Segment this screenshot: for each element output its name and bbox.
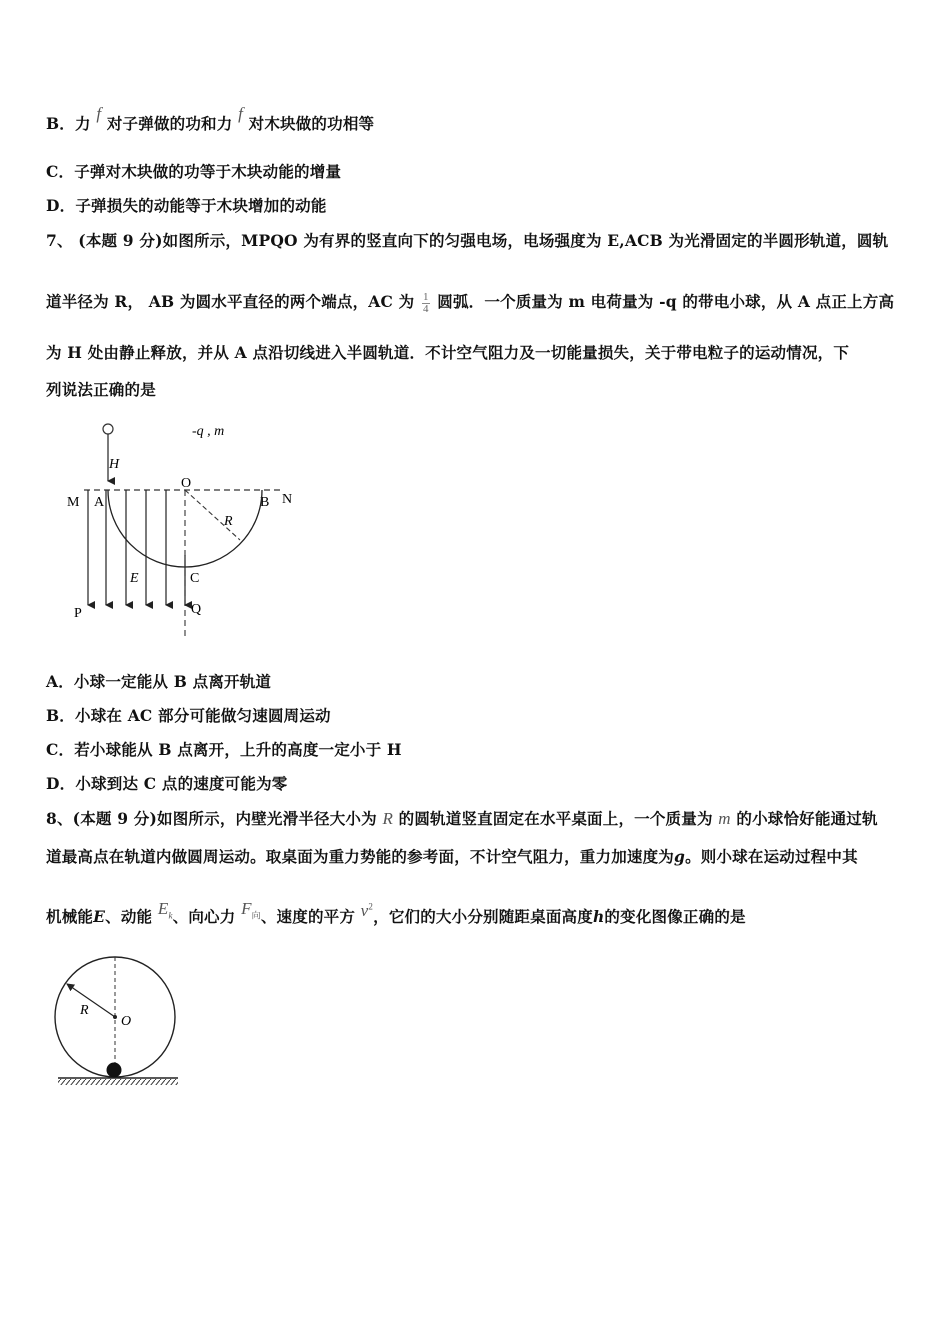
- symbol-v2: [361, 901, 373, 920]
- label-r: R: [224, 514, 233, 529]
- fraction-denominator: 4: [422, 302, 429, 315]
- symbol-g: g: [674, 847, 686, 866]
- q8-line3b: 、动能: [105, 907, 153, 926]
- q8-line1a: 8、(本题 9 分)如图所示，内壁光滑半径大小为: [46, 809, 377, 828]
- label-e: E: [130, 571, 139, 586]
- q7-figure: [60, 415, 320, 645]
- label-r: R: [80, 1003, 89, 1018]
- q8-line3e: ，它们的大小分别随距桌面高度: [373, 907, 593, 926]
- label-n: N: [282, 492, 293, 507]
- q7-option-b: B．小球在 AC 部分可能做匀速圆周运动: [46, 706, 331, 725]
- label-o: O: [121, 1014, 132, 1029]
- charge-label: -q , m: [192, 424, 225, 439]
- symbol-m: m: [718, 809, 731, 828]
- q7-line2b: 圆弧．一个质量为 m 电荷量为 -q 的带电小球，从 A 点正上方高: [437, 292, 895, 311]
- q8-line1b: 的圆轨道竖直固定在水平桌面上，一个质量为: [398, 809, 713, 828]
- f-main: F: [241, 899, 252, 918]
- q7-line4: 列说法正确的是: [46, 380, 156, 399]
- q8-line2a: 道最高点在轨道内做圆周运动。取桌面为重力势能的参考面，不计空气阻力，重力加速度为: [46, 847, 675, 866]
- q8-line1c: 的小球恰好能通过轨: [736, 809, 878, 828]
- force-f-symbol: f: [96, 104, 102, 123]
- q8-line3c: 、向心力: [172, 907, 236, 926]
- q7-line3: 为 H 处由静止释放，并从 A 点沿切线进入半圆轨道．不计空气阻力及一切能量损失，关于带电粒子的运动情况，下: [46, 343, 850, 362]
- symbol-f: [241, 899, 261, 921]
- option-c-prev: C．子弹对木块做的功等于木块动能的增量: [46, 162, 342, 181]
- center-point: [113, 1015, 117, 1019]
- option-b-prev: [46, 104, 375, 134]
- option-b-prev-prefix: B．力: [46, 114, 91, 133]
- force-f-symbol-2: f: [238, 104, 244, 123]
- label-a: A: [94, 495, 105, 510]
- f-sub: 向: [251, 910, 261, 921]
- q7-option-a: A．小球一定能从 B 点离开轨道: [46, 672, 272, 691]
- label-o: O: [181, 476, 192, 491]
- small-ball: [107, 1063, 122, 1078]
- v-sup: 2: [368, 901, 374, 912]
- option-d-prev: D．子弹损失的动能等于木块增加的动能: [46, 196, 327, 215]
- symbol-e: E: [93, 907, 106, 926]
- table-hatch: [58, 1079, 178, 1085]
- option-b-prev-suffix: 对木块做的功相等: [248, 114, 375, 133]
- label-m: M: [67, 495, 80, 510]
- ek-main: E: [157, 899, 169, 918]
- q8-line2: [46, 845, 858, 867]
- q8-line3f: 的变化图像正确的是: [604, 907, 746, 926]
- q7-option-d: D．小球到达 C 点的速度可能为零: [46, 774, 288, 793]
- label-p: P: [74, 606, 82, 621]
- label-b: B: [260, 495, 270, 510]
- h-label: H: [109, 457, 120, 472]
- symbol-ek: [157, 899, 173, 921]
- charged-ball: [103, 424, 113, 434]
- option-b-prev-mid: 对子弹做的功和力: [106, 114, 233, 133]
- q8-line3: [46, 899, 746, 929]
- symbol-r: R: [382, 809, 394, 828]
- q7-line1: 7、 (本题 9 分)如图所示，MPQO 为有界的竖直向下的匀强电场，电场强度为 E,ACB 为光滑固定的半圆形轨道，圆轨: [46, 231, 889, 250]
- q8-figure: [50, 948, 190, 1088]
- q7-option-c: C．若小球能从 B 点离开，上升的高度一定小于 H: [46, 740, 402, 759]
- q7-line2: [46, 290, 894, 315]
- radius-arrow: [67, 984, 115, 1017]
- q8-line3d: 、速度的平方: [260, 907, 356, 926]
- q8-line2b: 。则小球在运动过程中其: [685, 847, 858, 866]
- v-main: v: [360, 901, 369, 920]
- q7-line2a: 道半径为 R， AB 为圆水平直径的两个端点，AC 为: [46, 292, 415, 311]
- fraction-numerator: 1: [422, 290, 429, 303]
- label-q: Q: [191, 602, 202, 617]
- label-c: C: [190, 571, 200, 586]
- quarter-fraction: [422, 292, 430, 315]
- q8-line3a: 机械能: [46, 907, 94, 926]
- q8-line1: [46, 807, 878, 829]
- symbol-h: h: [592, 907, 605, 926]
- ek-sub: k: [168, 910, 173, 921]
